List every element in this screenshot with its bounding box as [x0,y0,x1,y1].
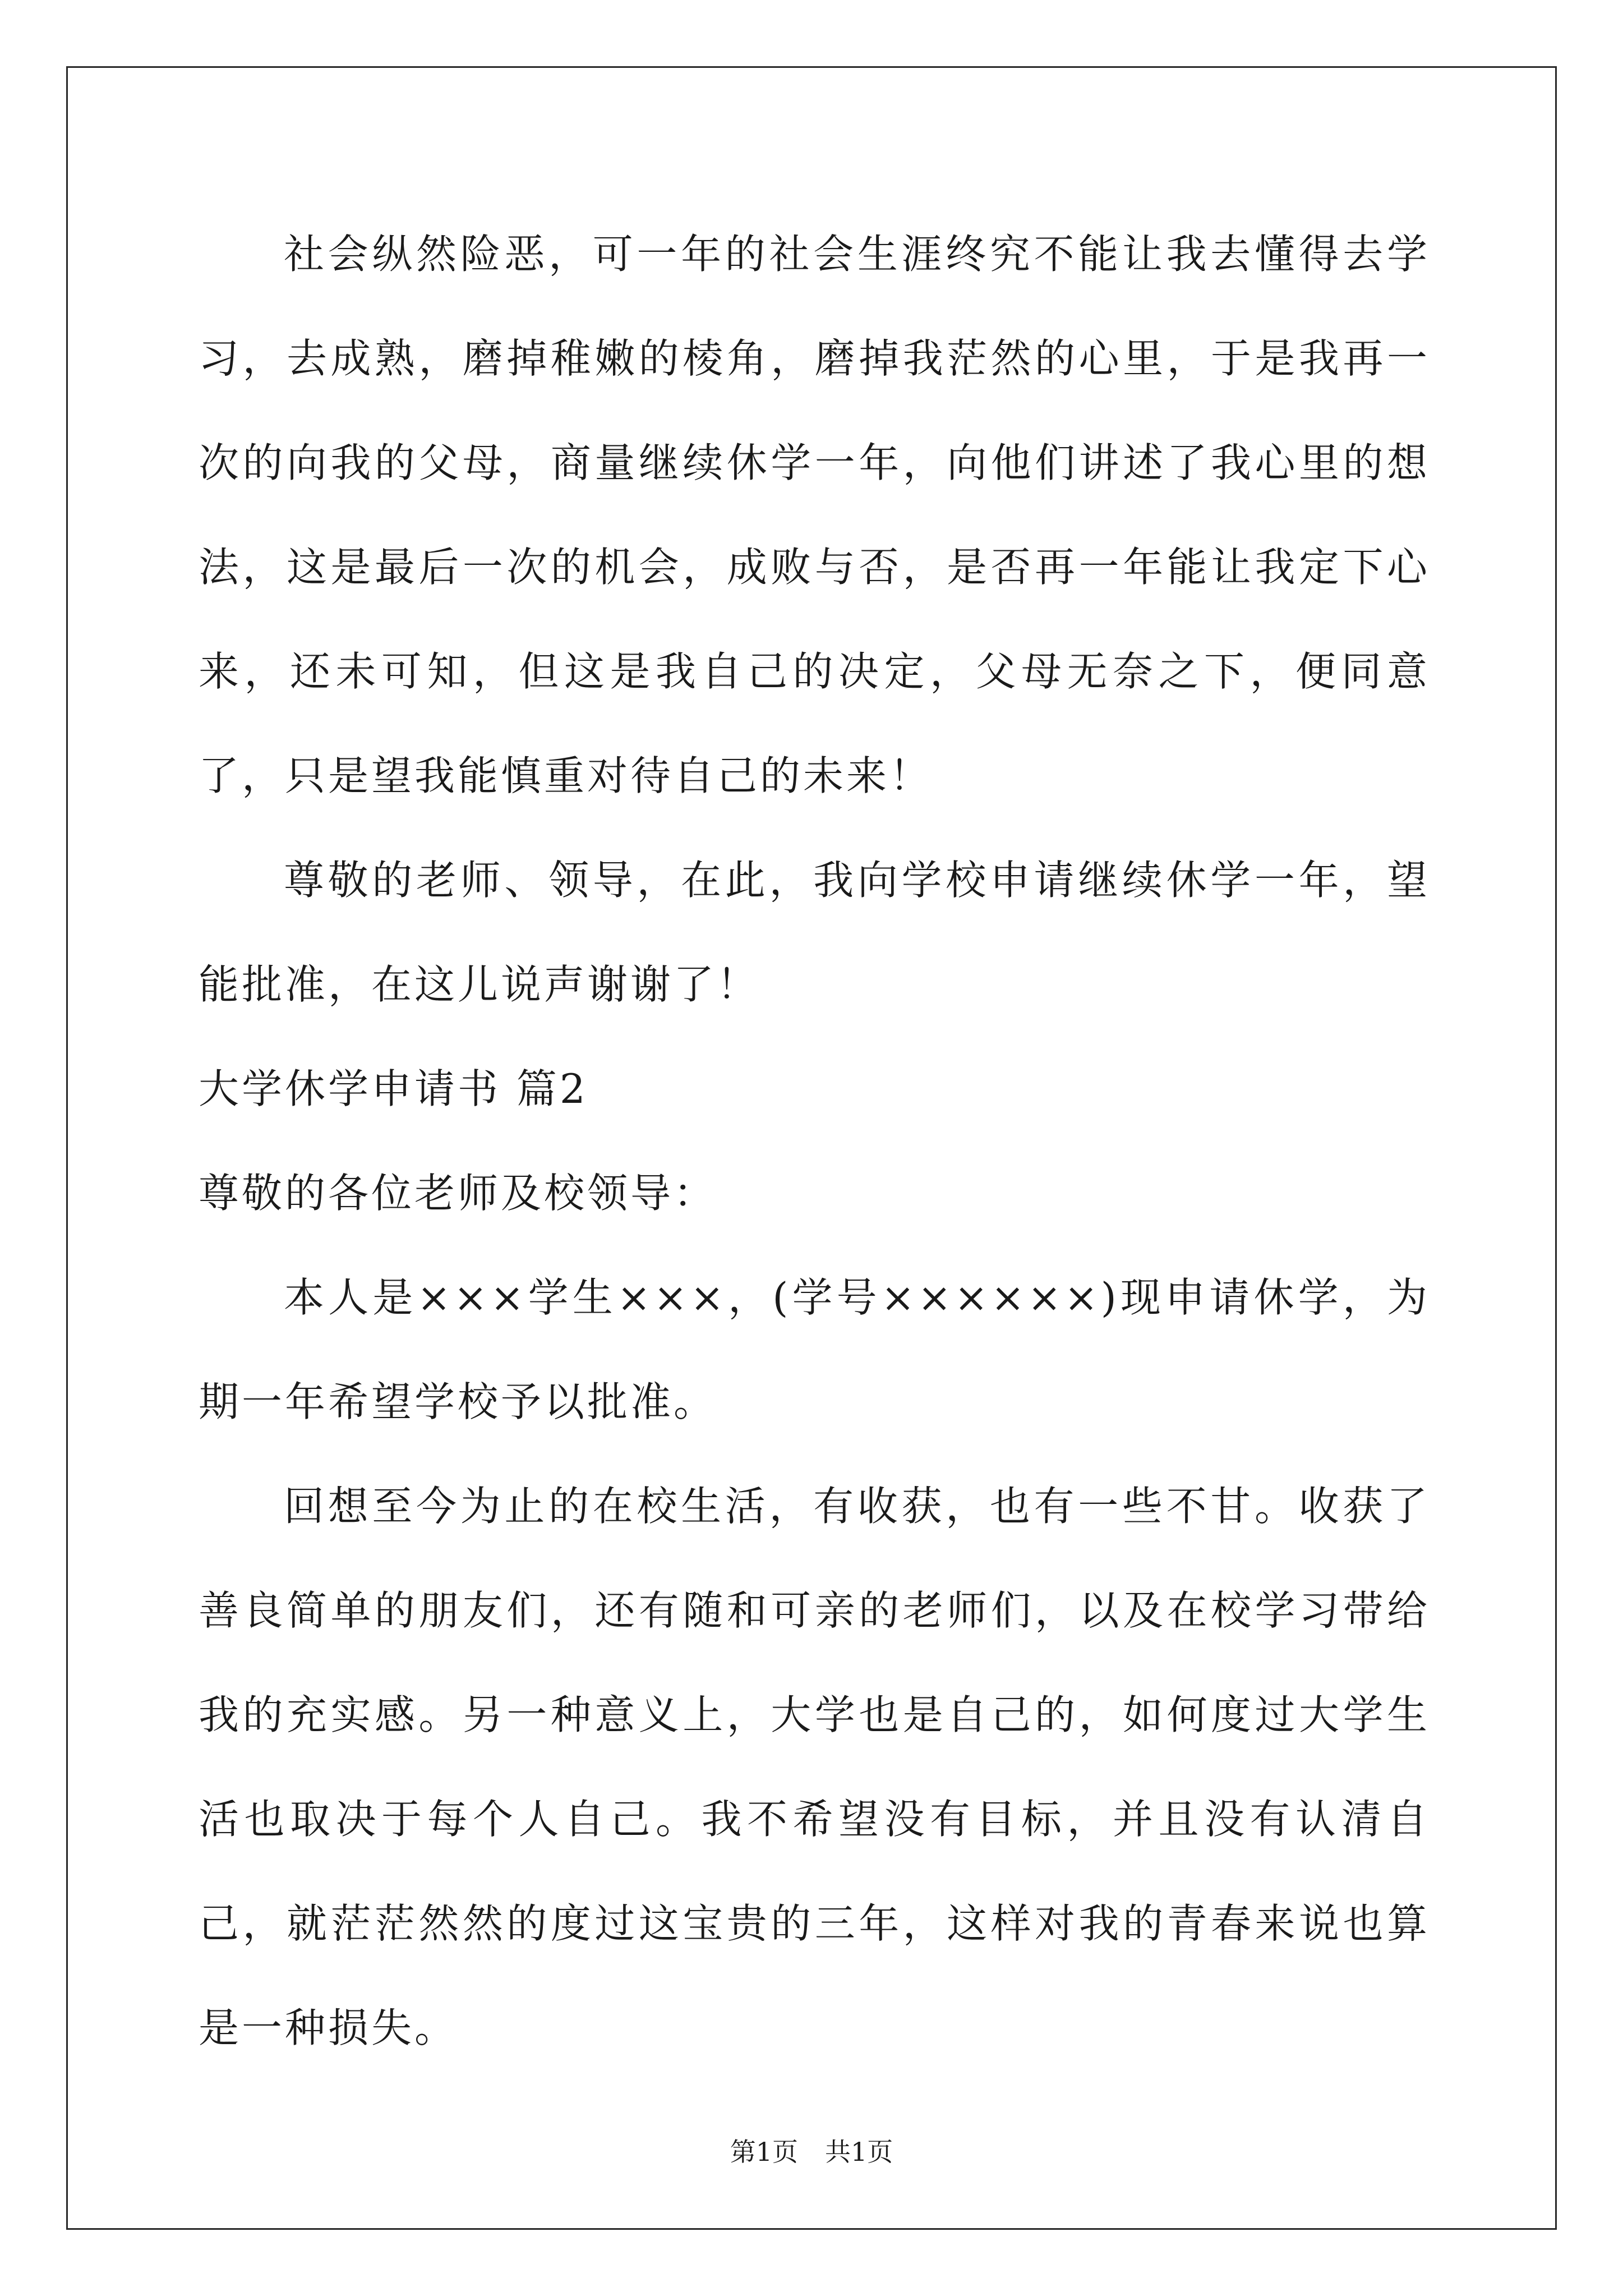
page-number: 第1页 [730,2137,798,2167]
salutation: 尊敬的各位老师及校领导： [199,1170,717,1217]
paragraph: 本人是×××学生×××，(学号××××××)现申请休学，为期一年希望学校予以批准。 [199,1274,1430,1425]
document-body [199,202,1430,2080]
paragraph: 社会纵然险恶，可一年的社会生涯终究不能让我去懂得去学习，去成熟，磨掉稚嫩的棱角，磨掉我茫然的心里，于是我再一次的向我的父母，商量继续休学一年，向他们讲述了我心里的想法，这是最后一次的机会，成败与否，是否再一年能让我定下心来，还未可知，但这是我自己的决定，父母无奈之下，便同意了，只是望我能慎重对待自己的未来！ [199,231,1430,799]
section-heading: 大学休学申请书 篇2 [199,1065,588,1112]
page-total: 共1页 [825,2137,893,2167]
page-footer [0,2132,1623,2169]
paragraph: 回想至今为止的在校生活，有收获，也有一些不甘。收获了善良简单的朋友们，还有随和可亲的老师们，以及在校学习带给我的充实感。另一种意义上，大学也是自己的，如何度过大学生活也取决于每个人自己。我不希望没有目标，并且没有认清自己，就茫茫然然的度过这宝贵的三年，这样对我的青春来说也算是一种损失。 [199,1483,1430,2051]
paragraph: 尊敬的老师、领导，在此，我向学校申请继续休学一年，望能批准，在这儿说声谢谢了！ [199,857,1430,1008]
